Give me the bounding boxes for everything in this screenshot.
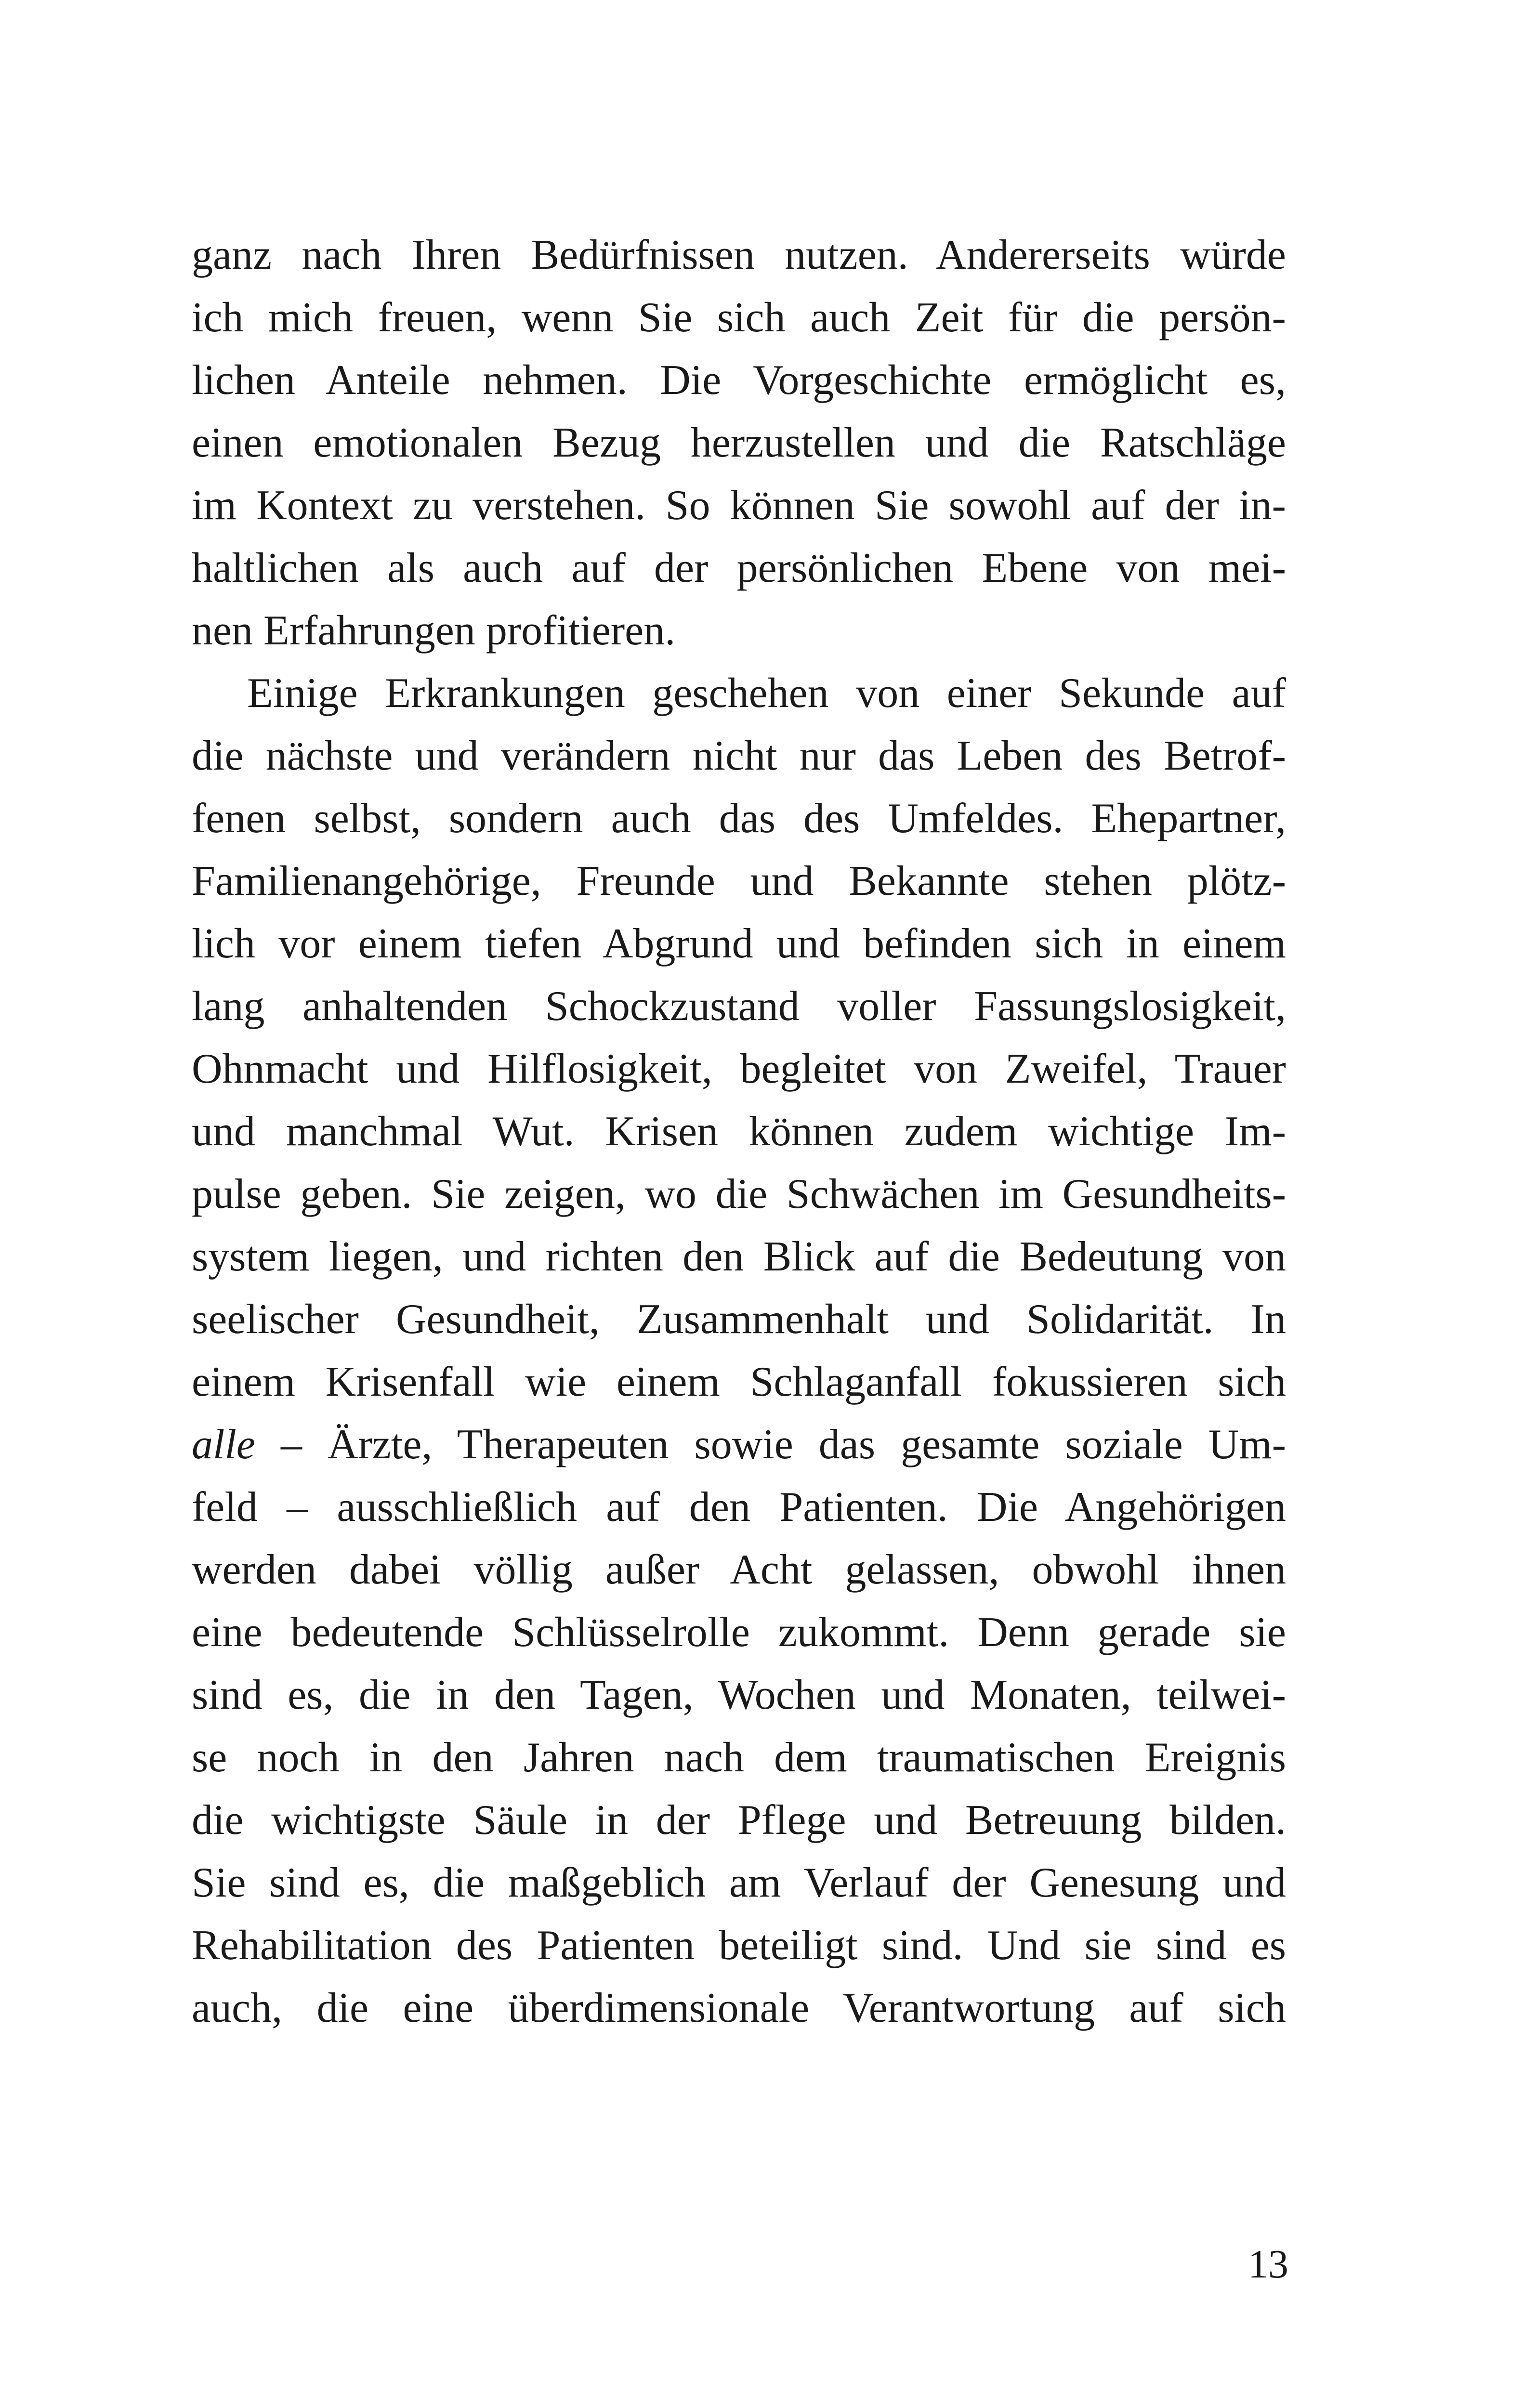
text-line: einen emotionalen Bezug herzustellen und die Ratschläge [192, 419, 1286, 466]
page-number: 13 [1248, 2242, 1288, 2287]
text-line: die nächste und verändern nicht nur das Leben des Betrof- [192, 733, 1286, 779]
text-line: im Kontext zu verstehen. So können Sie sowohl auf der in- [192, 482, 1286, 529]
text-line: nen Erfahrungen profitieren. [192, 607, 676, 654]
text-line: fenen selbst, sondern auch das des Umfeldes. Ehepartner, [192, 795, 1286, 842]
text-line: system liegen, und richten den Blick auf die Bedeutung von [192, 1233, 1286, 1280]
text-line: sind es, die in den Tagen, Wochen und Monaten, teilwei- [192, 1672, 1286, 1718]
text-line: lang anhaltenden Schockzustand voller Fassungslosigkeit, [192, 983, 1286, 1030]
text-line: werden dabei völlig außer Acht gelassen, obwohl ihnen [192, 1546, 1286, 1593]
paragraph [192, 662, 1286, 2040]
text-line: und manchmal Wut. Krisen können zudem wichtige Im- [192, 1108, 1286, 1155]
text-line: feld – ausschließlich auf den Patienten. Die Angehörigen [192, 1484, 1286, 1531]
text-line-with-emphasis [192, 1413, 1286, 1476]
text-line: lichen Anteile nehmen. Die Vorgeschichte ermöglicht es, [192, 357, 1286, 404]
body-text [192, 224, 1286, 2040]
text-line: Einige Erkrankungen geschehen von einer Sekunde auf [247, 670, 1286, 717]
text-line: pulse geben. Sie zeigen, wo die Schwächen im Gesundheits- [192, 1171, 1286, 1217]
text-line: se noch in den Jahren nach dem traumatischen Ereignis [192, 1734, 1286, 1781]
text-line: haltlichen als auch auf der persönlichen Ebene von mei- [192, 545, 1286, 591]
text-line: ich mich freuen, wenn Sie sich auch Zeit für die persön- [192, 294, 1286, 341]
text-line: auch, die eine überdimensionale Verantwortung auf sich [192, 1985, 1286, 2031]
emphasis-word: alle [192, 1421, 255, 1468]
text-line: Rehabilitation des Patienten beteiligt sind. Und sie sind es [192, 1922, 1286, 1969]
text-line: eine bedeutende Schlüsselrolle zukommt. Denn gerade sie [192, 1609, 1286, 1656]
text-line: Sie sind es, die maßgeblich am Verlauf der Genesung und [192, 1859, 1286, 1906]
text-line: seelischer Gesundheit, Zusammenhalt und Solidarität. In [192, 1296, 1286, 1343]
text-line: die wichtigste Säule in der Pflege und Betreuung bilden. [192, 1797, 1286, 1844]
text-line: einem Krisenfall wie einem Schlaganfall fokussieren sich [192, 1359, 1286, 1405]
text-line: Ohnmacht und Hilflosigkeit, begleitet von Zweifel, Trauer [192, 1046, 1286, 1092]
text-line: Familienangehörige, Freunde und Bekannte stehen plötz- [192, 858, 1286, 904]
text-line: ganz nach Ihren Bedürfnissen nutzen. Andererseits würde [192, 232, 1286, 278]
text-line-rest: – Ärzte, Therapeuten sowie das gesamte soziale Um- [280, 1421, 1287, 1468]
paragraph [192, 224, 1286, 662]
text-line: lich vor einem tiefen Abgrund und befinden sich in einem [192, 920, 1286, 967]
